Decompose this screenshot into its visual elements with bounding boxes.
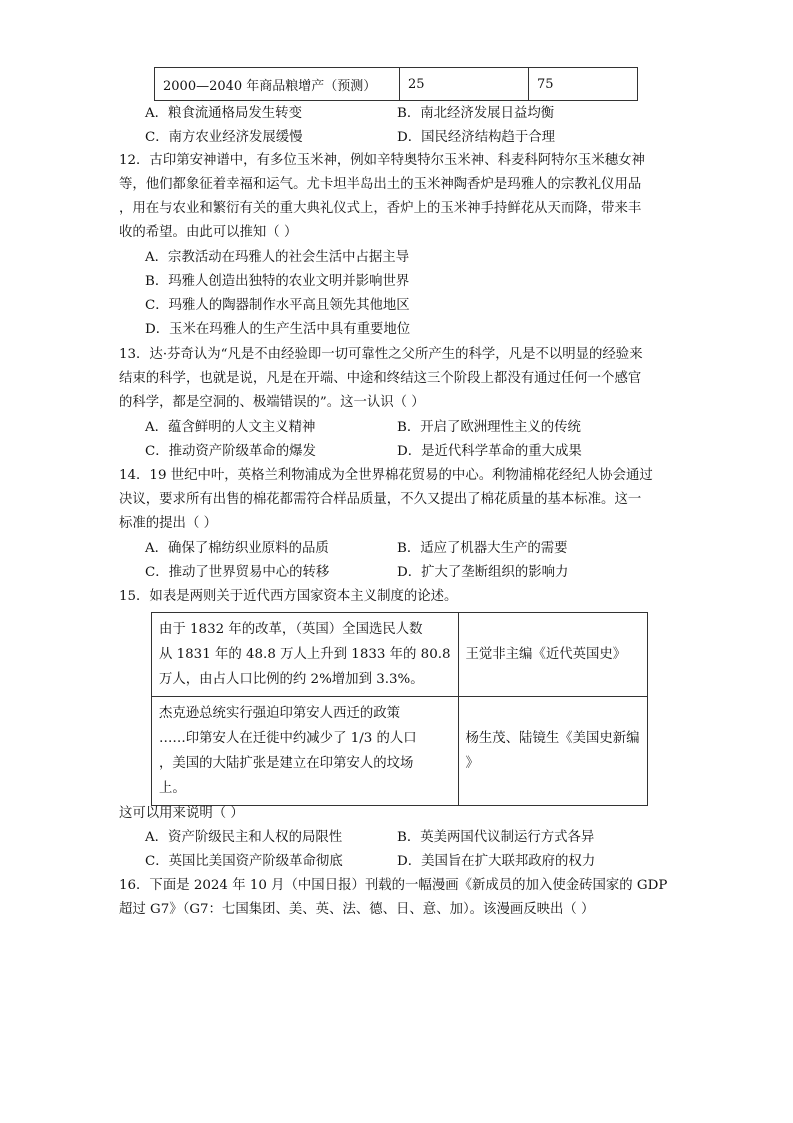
q12-stem-line: 等，他们都象征着幸福和运气。尤卡坦半岛出土的玉米神陶香炉是玛雅人的宗教礼仪用品 (119, 177, 642, 192)
table-cell (458, 613, 647, 697)
q13-option-b: B．开启了欧洲理性主义的传统 (397, 420, 581, 435)
q12-stem-line: ，用在与农业和繁衍有关的重大典礼仪式上，香炉上的玉米神手持鲜花从天而降，带来丰 (119, 201, 642, 216)
q13-option-d: D．是近代科学革命的重大成果 (397, 444, 582, 459)
table-row (155, 68, 638, 101)
q14-stem-line: 14．19 世纪中叶，英格兰利物浦成为全世界棉花贸易的中心。利物浦棉花经纪人协会通过 (119, 468, 653, 483)
source-text-line: 》 (465, 756, 479, 771)
q11-option-a: A．粮食流通格局发生转变 (145, 106, 302, 121)
q14-option-d: D．扩大了垄断组织的影响力 (397, 565, 569, 580)
q12-option-d: D．玉米在玛雅人的生产生活中具有重要地位 (145, 322, 411, 337)
q16-stem-line: 16．下面是 2024 年 10 月（中国日报）刊载的一幅漫画《新成员的加入使金砖国家的 GDP (119, 878, 668, 893)
q13-option-c: C．推动资产阶级革命的爆发 (145, 444, 316, 459)
q15-option-b: B．英美两国代议制运行方式各异 (397, 830, 595, 845)
cell-text-line: 从 1831 年的 48.8 万人上升到 1833 年的 80.8 (159, 647, 451, 662)
table-cell: 25 (400, 68, 529, 101)
cell-text-line: 杰克逊总统实行强迫印第安人西迁的政策 (159, 706, 401, 721)
source-text-line: 王觉非主编《近代英国史》 (465, 647, 627, 662)
table-cell (152, 697, 459, 806)
q11-option-d: D．国民经济结构趋于合理 (397, 130, 556, 145)
q15-after: 这可以用来说明（ ） (119, 806, 244, 821)
q12-option-b: B．玛雅人创造出独特的农业文明并影响世界 (145, 274, 410, 289)
q14-stem-line: 标准的提出（ ） (119, 516, 217, 531)
q14-option-a: A．确保了棉纺织业原料的品质 (145, 541, 329, 556)
table-cell: 2000—2040 年商品粮增产（预测） (155, 68, 400, 101)
grain-table (154, 67, 638, 101)
q14-option-c: C．推动了世界贸易中心的转移 (145, 565, 330, 580)
cell-text-line: 由于 1832 年的改革，（英国）全国选民人数 (159, 622, 423, 637)
table-cell: 75 (529, 68, 638, 101)
q14-option-b: B．适应了机器大生产的需要 (397, 541, 568, 556)
cell-text-line: ……印第安人在迁徙中约减少了 1/3 的人口 (159, 731, 417, 746)
q12-option-c: C．玛雅人的陶器制作水平高且领先其他地区 (145, 298, 410, 313)
q15-option-c: C．英国比美国资产阶级革命彻底 (145, 854, 343, 869)
table-cell (152, 613, 459, 697)
q13-stem-line: 结束的科学，也就是说，凡是在开端、中途和终结这三个阶段上都没有通过任何一个感官 (119, 371, 642, 386)
q11-option-c: C．南方农业经济发展缓慢 (145, 130, 303, 145)
q15-stem: 15．如表是两则关于近代西方国家资本主义制度的论述。 (119, 589, 458, 604)
cell-text-line: 万人，由占人口比例的约 2%增加到 3.3%。 (159, 672, 424, 687)
q13-option-a: A．蕴含鲜明的人文主义精神 (145, 420, 316, 435)
q12-stem-line: 12．古印第安神谱中，有多位玉米神，例如辛特奥特尔玉米神、科麦科阿特尔玉米穗女神 (119, 153, 645, 168)
q11-option-b: B．南北经济发展日益均衡 (397, 106, 555, 121)
q13-stem-line: 的科学，都是空洞的、极端错误的”。这一认识（ ） (119, 395, 425, 410)
source-text-line: 杨生茂、陆镜生《美国史新编 (465, 731, 640, 746)
table-row (152, 613, 648, 697)
q15-option-a: A．资产阶级民主和人权的局限性 (145, 830, 343, 845)
table-cell (458, 697, 647, 806)
q13-stem-line: 13．达·芬奇认为“凡是不由经验即一切可靠性之父所产生的科学，凡是不以明显的经验来 (119, 347, 643, 362)
q15-source-table (151, 612, 648, 806)
q12-stem-line: 收的希望。由此可以推知（ ） (119, 225, 298, 240)
cell-text-line: ，美国的大陆扩张是建立在印第安人的坟场 (159, 756, 414, 771)
cell-text-line: 上。 (159, 781, 186, 796)
q16-stem-line: 超过 G7》（G7：七国集团、美、英、法、德、日、意、加）。该漫画反映出（ ） (119, 902, 595, 917)
q12-option-a: A．宗教活动在玛雅人的社会生活中占据主导 (145, 250, 410, 265)
q15-option-d: D．美国旨在扩大联邦政府的权力 (397, 854, 596, 869)
table-row (152, 697, 648, 806)
q14-stem-line: 决议，要求所有出售的棉花都需符合样品质量，不久又提出了棉花质量的基本标准。这一 (119, 492, 642, 507)
